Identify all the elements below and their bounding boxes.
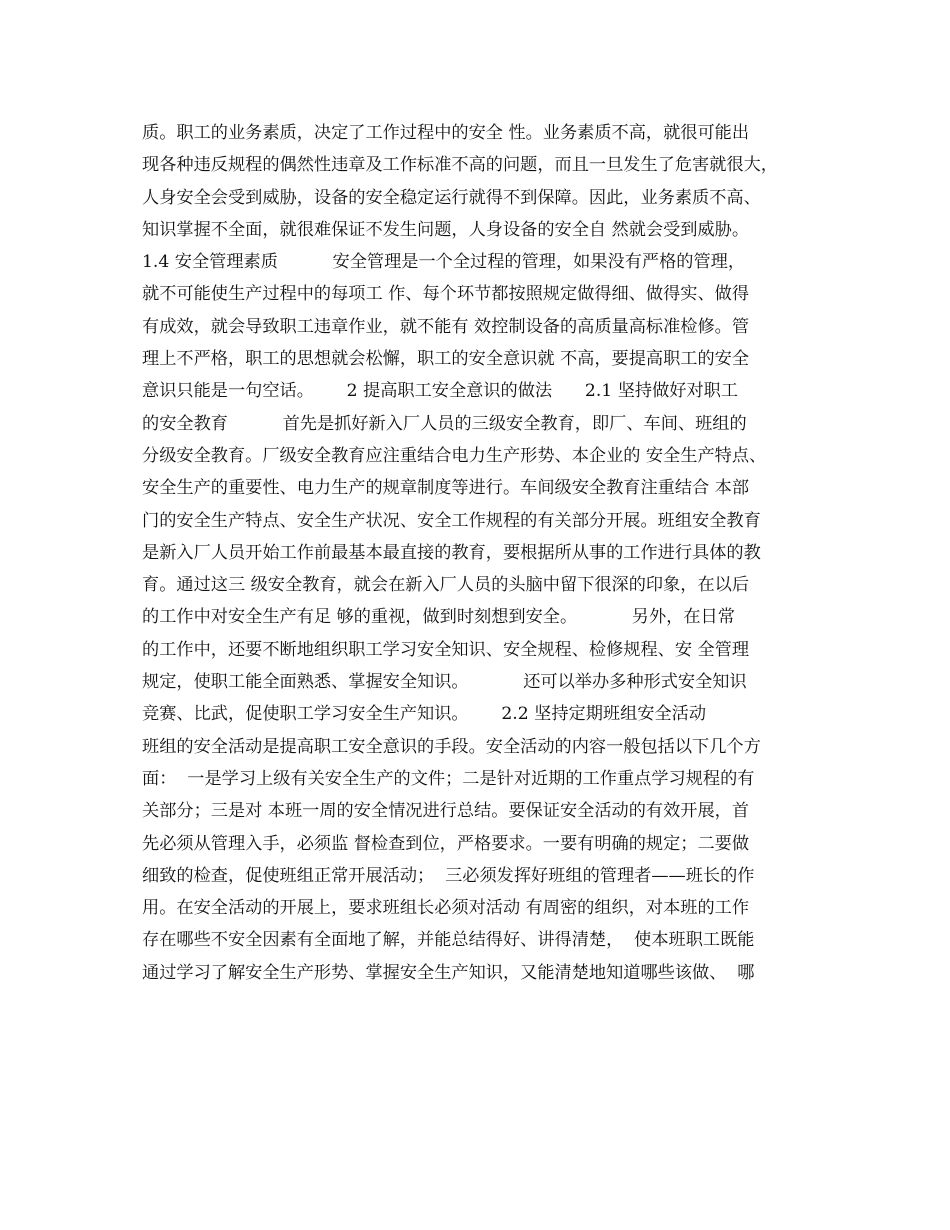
text-line: 门的安全生产特点、安全生产状况、安全工作规程的有关部分开展。班组安全教育 [142, 510, 761, 531]
text-line: 是新入厂人员开始工作前最基本最直接的教育，要根据所从事的工作进行具体的教 [142, 542, 761, 563]
text-line: 现各种违反规程的偶然性违章及工作标准不高的问题，而且一旦发生了危害就很大， [142, 155, 778, 176]
text-line: 1.4 安全管理素质 安全管理是一个全过程的管理，如果没有严格的管理， [142, 252, 746, 273]
text-line: 知识掌握不全面，就很难保证不发生问题，人身设备的安全自 然就会受到威胁。 [142, 219, 750, 240]
text-line: 班组的安全活动是提高职工安全意识的手段。安全活动的内容一般包括以下几个方 [142, 736, 761, 757]
text-line: 人身安全会受到威胁，设备的安全稳定运行就得不到保障。因此，业务素质不高、 [142, 187, 761, 208]
text-line: 关部分；三是对 本班一周的安全情况进行总结。要保证安全活动的有效开展，首 [142, 801, 750, 822]
text-line: 理上不严格，职工的思想就会松懈，职工的安全意识就 不高，要提高职工的安全 [142, 349, 750, 370]
text-line: 先必须从管理入手，必须监 督检查到位，严格要求。一要有明确的规定；二要做 [142, 833, 750, 854]
text-line: 质。职工的业务素质，决定了工作过程中的安全 性。业务素质不高，就很可能出 [142, 123, 750, 143]
body-text [142, 117, 822, 989]
text-line: 规定，使职工能全面熟悉、掌握安全知识。 还可以举办多种形式安全知识 [142, 672, 747, 693]
text-line: 有成效，就会导致职工违章作业，就不能有 效控制设备的高质量高标准检修。管 [142, 316, 750, 337]
text-line: 的工作中对安全生产有足 够的重视，做到时刻想到安全。 另外，在日常 [142, 607, 735, 628]
text-line: 育。通过这三 级安全教育，就会在新入厂人员的头脑中留下很深的印象，在以后 [142, 575, 750, 596]
text-line: 的工作中，还要不断地组织职工学习安全知识、安全规程、检修规程、安 全管理 [142, 639, 750, 660]
text-line: 分级安全教育。厂级安全教育应注重结合电力生产形势、本企业的 安全生产特点、 [142, 445, 767, 466]
text-line: 就不可能使生产过程中的每项工 作、每个环节都按照规定做得细、做得实、做得 [142, 284, 750, 305]
text-line: 存在哪些不安全因素有全面地了解，并能总结得好、讲得清楚， 使本班职工既能 [142, 930, 755, 951]
text-line: 意识只能是一句空话。 2 提高职工安全意识的做法 2.1 坚持做好对职工 [142, 381, 739, 402]
text-line: 竞赛、比武，促使职工学习安全生产知识。 2.2 坚持定期班组安全活动 [142, 704, 707, 725]
text-line: 用。在安全活动的开展上，要求班组长必须对活动 有周密的组织，对本班的工作 [142, 898, 750, 919]
text-line: 安全生产的重要性、电力生产的规章制度等进行。车间级安全教育注重结合 本部 [142, 478, 750, 499]
text-line: 细致的检查，促使班组正常开展活动； 三必须发挥好班组的管理者——班长的作 [142, 865, 755, 886]
text-line: 的安全教育 首先是抓好新入厂人员的三级安全教育，即厂、车间、班组的 [142, 413, 747, 434]
text-line: 通过学习了解安全生产形势、掌握安全生产知识，又能清楚地知道哪些该做、 哪 [142, 962, 755, 983]
text-line: 面： 一是学习上级有关安全生产的文件；二是针对近期的工作重点学习规程的有 [142, 768, 755, 789]
